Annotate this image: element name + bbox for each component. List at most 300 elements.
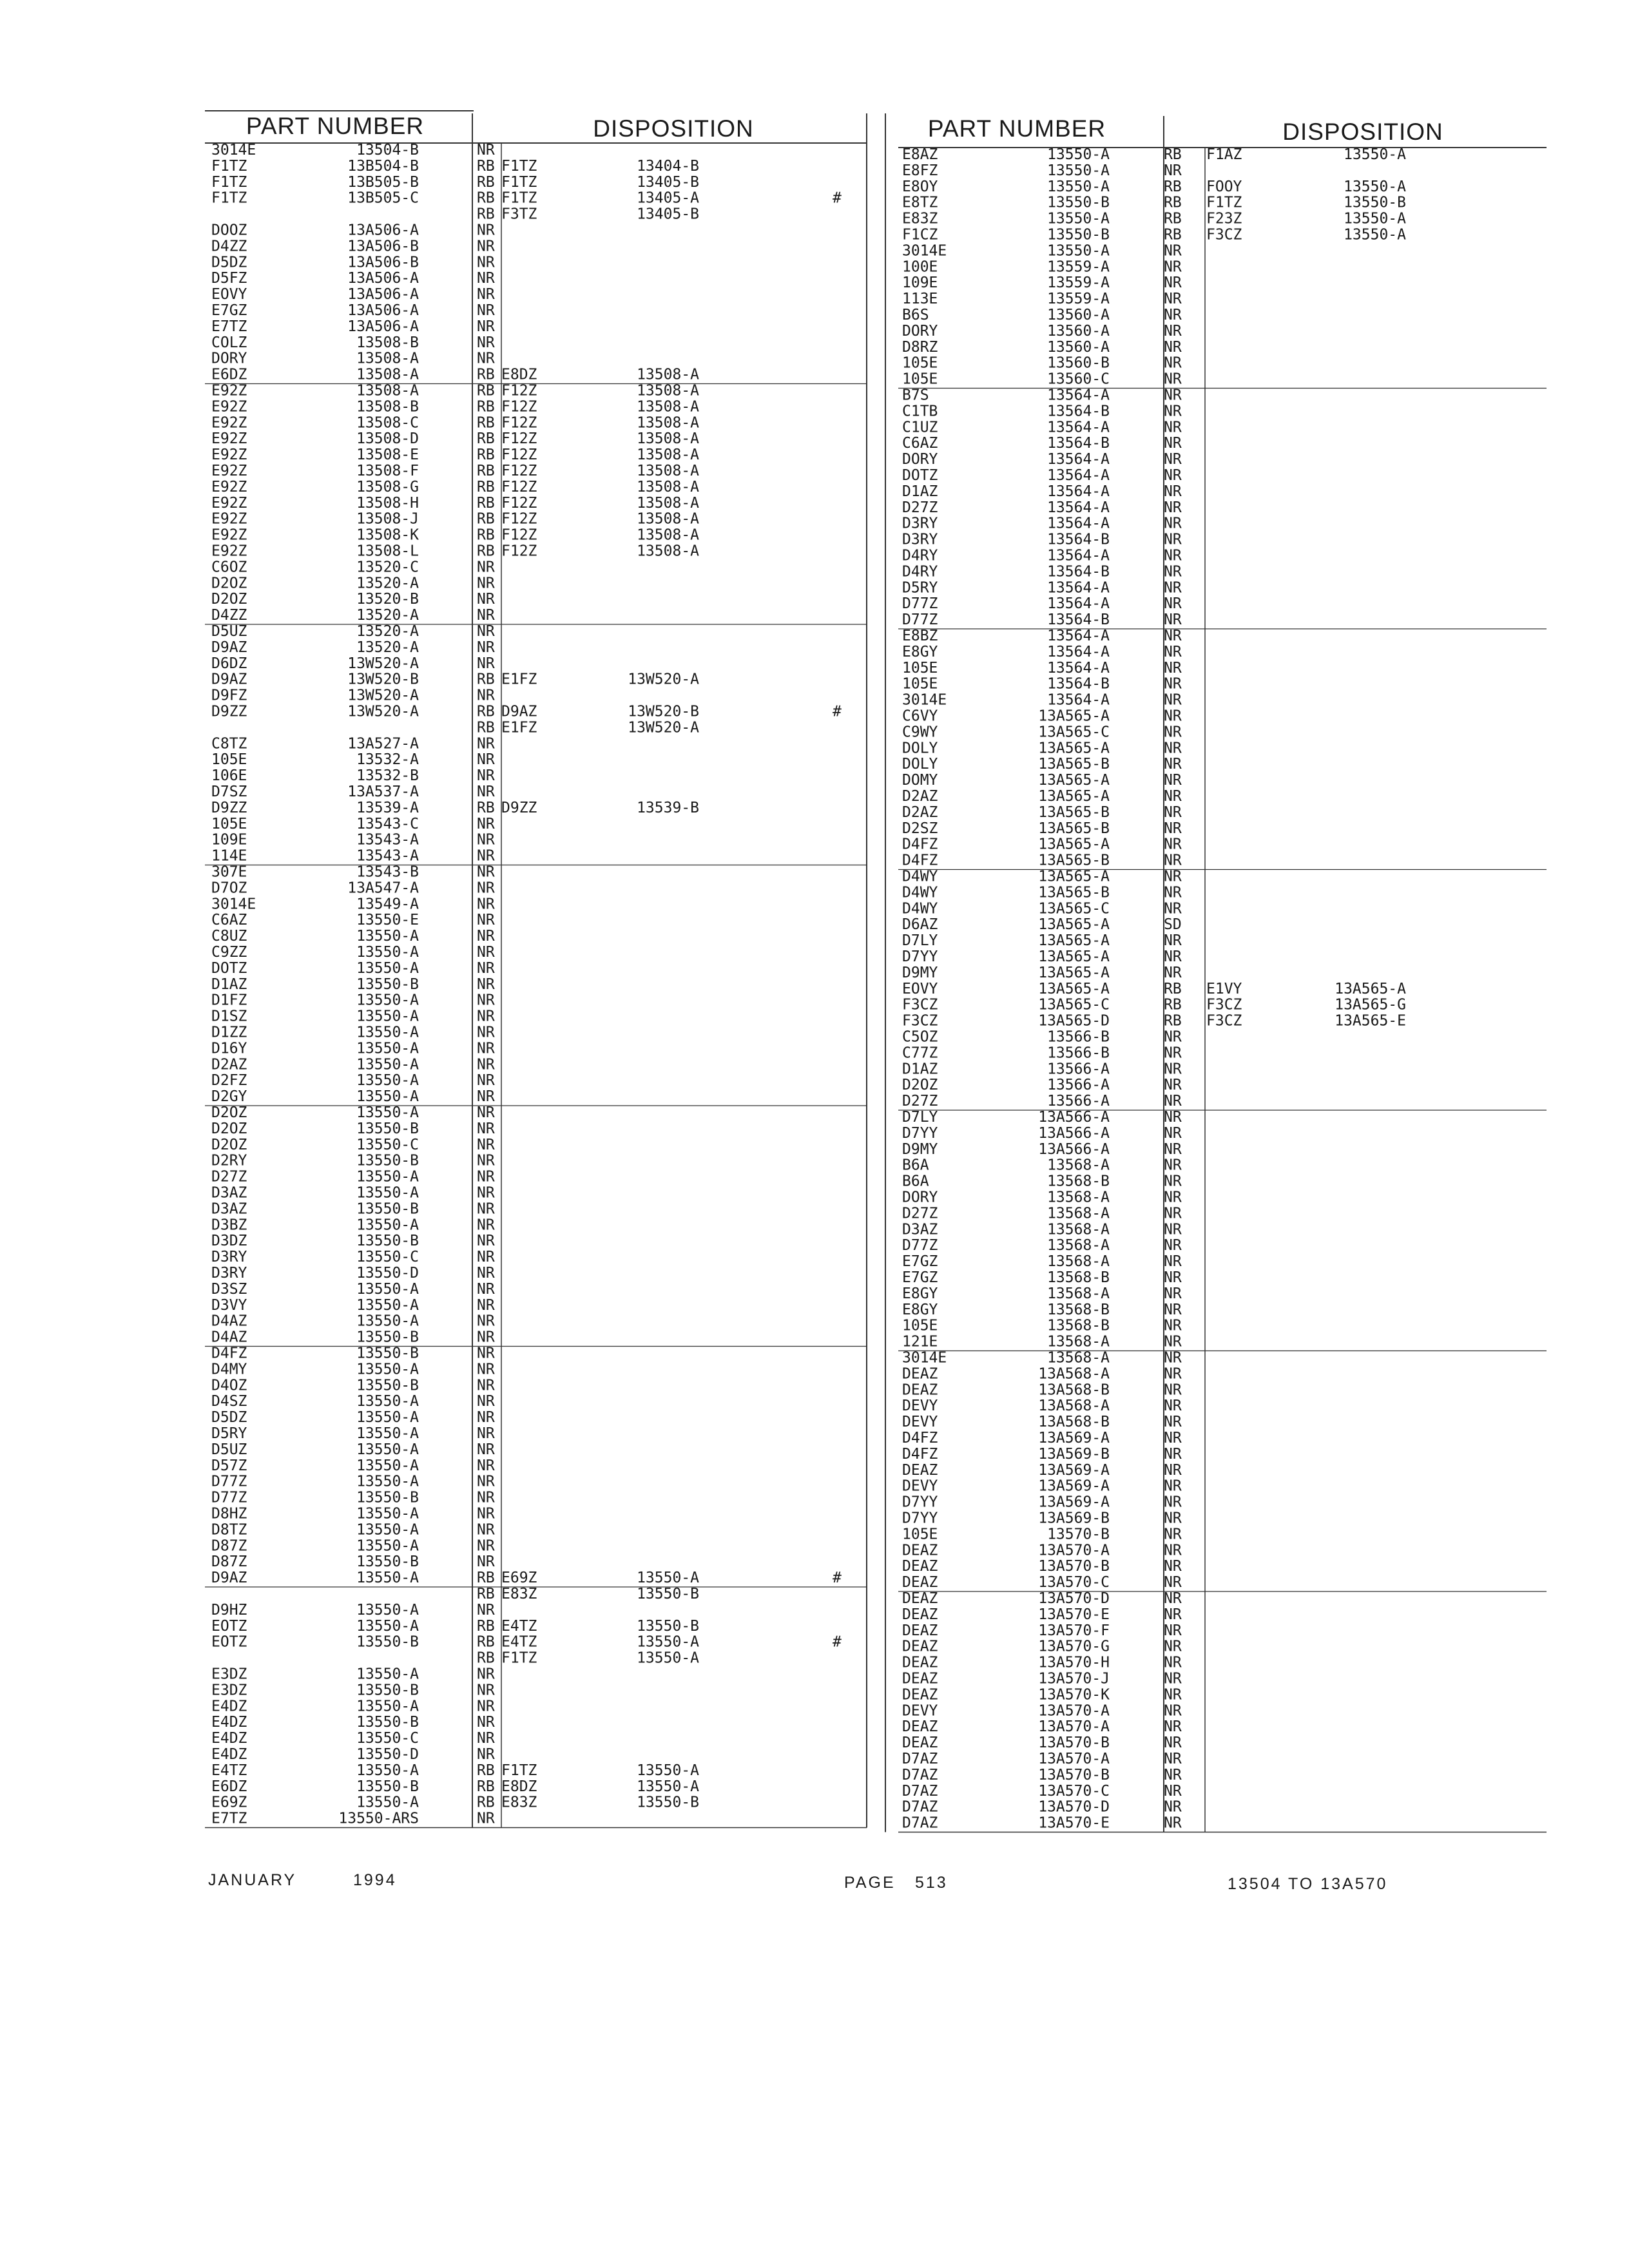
- table-row: [211, 1008, 495, 1025]
- table-row: [902, 916, 1182, 933]
- part-prefix: EOTZ: [211, 1633, 247, 1651]
- replacement-suffix: 13550-A: [1344, 226, 1406, 244]
- part-suffix: 13550-A: [356, 1393, 419, 1410]
- table-row: [902, 1574, 1182, 1591]
- part-prefix: DEAZ: [902, 1735, 938, 1752]
- disposition-code: NR: [477, 607, 495, 624]
- disposition-code: NR: [1164, 1494, 1182, 1511]
- part-prefix: DOTZ: [211, 959, 247, 977]
- part-suffix: 13508-K: [356, 526, 419, 544]
- part-suffix: 13A570-A: [1038, 1542, 1110, 1559]
- table-row: [902, 660, 1182, 677]
- part-prefix: 3014E: [902, 242, 947, 260]
- disposition-code: NR: [1164, 1590, 1182, 1607]
- table-row: [211, 190, 842, 207]
- part-suffix: 13A565-A: [1038, 916, 1110, 934]
- part-suffix: 13550-B: [1047, 194, 1110, 211]
- disposition-code: NR: [1164, 659, 1182, 677]
- disposition-code: RB: [1164, 178, 1182, 195]
- table-row: [211, 1249, 495, 1265]
- table-row: [211, 944, 495, 961]
- table-row: [902, 1815, 1182, 1832]
- part-suffix: 13550-A: [356, 1521, 419, 1539]
- table-row: [211, 334, 495, 351]
- table-row: [902, 1526, 1182, 1542]
- part-suffix: 13508-G: [356, 478, 419, 495]
- left-table-body: [211, 142, 842, 1827]
- part-prefix: DEAZ: [902, 1574, 938, 1591]
- part-suffix: 13A565-A: [1038, 788, 1110, 805]
- replacement-suffix: 13550-A: [637, 1570, 699, 1587]
- table-row: [902, 1125, 1182, 1142]
- part-prefix: E4DZ: [211, 1698, 247, 1715]
- replacement-prefix: F23Z: [1206, 210, 1242, 227]
- part-suffix: 13550-A: [356, 1409, 419, 1427]
- part-prefix: E83Z: [902, 210, 938, 227]
- disposition-code: NR: [477, 334, 495, 351]
- part-suffix: 13550-A: [356, 1617, 419, 1635]
- table-row: [211, 1056, 495, 1073]
- table-row: [211, 222, 495, 239]
- table-row: [211, 1120, 495, 1137]
- part-suffix: 13564-A: [1047, 595, 1110, 613]
- replacement-suffix: 13405-B: [637, 173, 699, 191]
- disposition-code: RB: [477, 1617, 495, 1635]
- replacement-suffix: 13539-B: [637, 799, 699, 816]
- disposition-code: RB: [477, 414, 495, 432]
- part-suffix: 13566-A: [1047, 1061, 1110, 1078]
- part-prefix: D77Z: [902, 611, 938, 629]
- part-prefix: E7GZ: [902, 1253, 938, 1271]
- part-prefix: D27Z: [902, 499, 938, 516]
- part-prefix: 105E: [902, 659, 938, 677]
- disposition-code: RB: [477, 189, 495, 207]
- disposition-code: NR: [1164, 162, 1182, 179]
- disposition-code: NR: [477, 1296, 495, 1314]
- part-prefix: D7LY: [902, 1109, 938, 1126]
- table-row: [211, 1200, 495, 1217]
- part-suffix: 13A565-B: [1038, 756, 1110, 773]
- table-row: [211, 575, 495, 591]
- part-prefix: D4OZ: [211, 1377, 247, 1394]
- disposition-code: NR: [1164, 1477, 1182, 1495]
- part-suffix: 13550-B: [356, 1489, 419, 1506]
- table-row: [211, 1216, 495, 1233]
- part-prefix: D2OZ: [211, 1136, 247, 1153]
- part-suffix: 13550-A: [1047, 178, 1110, 195]
- part-prefix: E4DZ: [211, 1730, 247, 1747]
- part-suffix: 13A565-A: [1038, 868, 1110, 885]
- part-prefix: D4FZ: [902, 1430, 938, 1446]
- part-suffix: 13568-A: [1047, 1333, 1110, 1350]
- replacement-prefix: F12Z: [501, 510, 537, 528]
- disposition-code: NR: [477, 1441, 495, 1458]
- part-prefix: D3DZ: [211, 1233, 247, 1250]
- replacement-suffix: 13508-A: [637, 543, 699, 560]
- table-row: [902, 548, 1182, 564]
- part-suffix: 13564-A: [1047, 628, 1110, 644]
- disposition-code: NR: [1164, 884, 1182, 901]
- disposition-code: NR: [477, 1553, 495, 1571]
- disposition-code: NR: [1164, 803, 1182, 821]
- table-row: [211, 1730, 495, 1747]
- table-row: [211, 495, 699, 512]
- disposition-code: NR: [1164, 370, 1182, 388]
- disposition-code: RB: [477, 1794, 495, 1811]
- part-prefix: D3SZ: [211, 1280, 247, 1298]
- table-row: [211, 704, 842, 720]
- table-row: [211, 270, 495, 287]
- table-row: [211, 1040, 495, 1057]
- disposition-code: NR: [1164, 643, 1182, 660]
- part-suffix: 13550-C: [356, 1136, 419, 1153]
- part-suffix: 13550-A: [356, 1457, 419, 1474]
- part-prefix: D7OZ: [211, 879, 247, 897]
- disposition-code: RB: [1164, 980, 1182, 997]
- table-row: [902, 371, 1182, 388]
- replacement-suffix: 13550-B: [1344, 194, 1406, 211]
- part-suffix: 13550-A: [356, 1537, 419, 1555]
- part-suffix: 13564-A: [1047, 659, 1110, 677]
- part-prefix: C8TZ: [211, 735, 247, 753]
- disposition-code: RB: [477, 543, 495, 560]
- part-prefix: D4FZ: [211, 1345, 247, 1362]
- replacement-suffix: 13550-A: [637, 1633, 699, 1651]
- left-disposition-header: DISPOSITION: [593, 115, 754, 142]
- part-suffix: 13A565-A: [1038, 932, 1110, 950]
- table-row: [902, 644, 1182, 660]
- disposition-code: NR: [477, 575, 495, 592]
- part-prefix: D7YY: [902, 1124, 938, 1142]
- part-prefix: D7AZ: [902, 1814, 938, 1832]
- part-suffix: 13550-A: [356, 1312, 419, 1330]
- disposition-code: NR: [1164, 724, 1182, 741]
- part-prefix: B6S: [902, 307, 929, 323]
- disposition-code: NR: [1164, 1381, 1182, 1399]
- table-row: [211, 1233, 495, 1249]
- part-suffix: 13A570-C: [1038, 1782, 1110, 1800]
- part-prefix: B6A: [902, 1173, 929, 1190]
- part-suffix: 13A565-A: [1038, 740, 1110, 757]
- disposition-code: NR: [1164, 611, 1182, 629]
- disposition-code: NR: [1164, 1718, 1182, 1736]
- table-row: [211, 543, 699, 560]
- table-row: [902, 339, 1182, 356]
- part-prefix: E8BZ: [902, 628, 938, 644]
- part-suffix: 13A527-A: [347, 735, 419, 753]
- part-suffix: 13568-B: [1047, 1301, 1110, 1318]
- table-row: [211, 1297, 495, 1314]
- part-suffix: 13A570-G: [1038, 1638, 1110, 1655]
- table-row: [211, 1185, 495, 1202]
- disposition-code: NR: [1164, 579, 1182, 597]
- part-suffix: 13543-A: [356, 831, 419, 849]
- part-prefix: D6AZ: [902, 916, 938, 934]
- replacement-suffix: 13508-A: [637, 382, 699, 399]
- part-prefix: D6DZ: [211, 655, 247, 672]
- disposition-code: NR: [1164, 1606, 1182, 1623]
- part-suffix: 13A569-A: [1038, 1477, 1110, 1495]
- disposition-code: NR: [1164, 932, 1182, 950]
- part-prefix: 106E: [211, 767, 247, 785]
- disposition-code: NR: [1164, 948, 1182, 965]
- footer-year: 1994: [353, 1871, 397, 1889]
- disposition-code: RB: [477, 157, 495, 175]
- replacement-prefix: F12Z: [501, 463, 537, 479]
- part-suffix: 13A569-A: [1038, 1494, 1110, 1511]
- part-prefix: DEAZ: [902, 1365, 938, 1383]
- disposition-code: NR: [1164, 1782, 1182, 1800]
- part-suffix: 13508-J: [356, 510, 419, 528]
- part-prefix: D9AZ: [211, 1570, 247, 1587]
- disposition-code: NR: [1164, 1317, 1182, 1334]
- part-prefix: DEAZ: [902, 1638, 938, 1655]
- part-suffix: 13550-E: [356, 912, 419, 929]
- part-prefix: 3014E: [211, 142, 256, 159]
- part-prefix: E92Z: [211, 494, 247, 512]
- part-prefix: E8GY: [902, 1301, 938, 1318]
- disposition-code: RB: [477, 510, 495, 528]
- disposition-code: NR: [1164, 1798, 1182, 1816]
- table-row: [902, 788, 1182, 805]
- replacement-suffix: 13550-A: [637, 1762, 699, 1779]
- part-prefix: 105E: [902, 1526, 938, 1543]
- disposition-code: NR: [1164, 1269, 1182, 1286]
- part-prefix: D1AZ: [902, 483, 938, 500]
- replacement-prefix: F1TZ: [501, 1649, 537, 1667]
- replacement-suffix: 13550-A: [1344, 146, 1406, 163]
- table-row: [902, 1799, 1182, 1816]
- disposition-code: NR: [477, 1810, 495, 1827]
- part-prefix: B7S: [902, 387, 929, 404]
- table-row: [211, 351, 495, 367]
- disposition-code: NR: [1164, 467, 1182, 484]
- part-prefix: C6VY: [902, 707, 938, 725]
- disposition-code: NR: [1164, 451, 1182, 468]
- part-suffix: 13A565-B: [1038, 820, 1110, 837]
- disposition-code: NR: [477, 863, 495, 881]
- table-row: [211, 671, 699, 688]
- part-prefix: DEVY: [902, 1398, 938, 1415]
- part-suffix: 13564-A: [1047, 467, 1110, 484]
- table-row: [902, 1718, 1182, 1735]
- table-row: [211, 302, 495, 319]
- part-prefix: DEAZ: [902, 1542, 938, 1559]
- replacement-prefix: F1TZ: [501, 173, 537, 191]
- replacement-prefix: E4TZ: [501, 1617, 537, 1635]
- part-prefix: D2OZ: [211, 1104, 247, 1121]
- table-row: [211, 1521, 495, 1538]
- part-suffix: 13A568-A: [1038, 1398, 1110, 1415]
- table-row: [902, 242, 1182, 259]
- table-row: [902, 1606, 1182, 1623]
- table-row: [902, 291, 1182, 307]
- disposition-code: RB: [477, 1570, 495, 1587]
- table-row: [902, 387, 1182, 404]
- disposition-code: RB: [477, 398, 495, 416]
- table-row: [902, 1767, 1182, 1783]
- part-suffix: 13568-B: [1047, 1173, 1110, 1190]
- part-prefix: DOLY: [902, 756, 938, 773]
- disposition-code: RB: [1164, 1012, 1182, 1030]
- table-row: [902, 852, 1182, 869]
- part-prefix: F3CZ: [902, 1012, 938, 1030]
- table-row: [902, 1686, 1182, 1703]
- table-row: [902, 1205, 1182, 1222]
- part-prefix: D9AZ: [211, 671, 247, 688]
- table-row: [211, 591, 495, 608]
- replacement-prefix: F12Z: [501, 447, 537, 464]
- table-row: [902, 740, 1182, 756]
- disposition-code: NR: [1164, 1638, 1182, 1655]
- part-prefix: D9HZ: [211, 1601, 247, 1619]
- part-prefix: DOOZ: [211, 222, 247, 239]
- disposition-code: NR: [477, 928, 495, 945]
- replacement-prefix: F12Z: [501, 526, 537, 544]
- table-row: [211, 800, 699, 816]
- disposition-code: NR: [1164, 852, 1182, 869]
- part-suffix: 13550-B: [356, 1682, 419, 1699]
- part-prefix: DEAZ: [902, 1686, 938, 1704]
- disposition-code: NR: [477, 1714, 495, 1731]
- replacement-suffix: 13A565-E: [1335, 1012, 1406, 1030]
- part-prefix: E92Z: [211, 543, 247, 560]
- part-prefix: D1ZZ: [211, 1024, 247, 1041]
- part-prefix: D7AZ: [902, 1782, 938, 1800]
- disposition-code: NR: [1164, 435, 1182, 452]
- disposition-code: NR: [1164, 707, 1182, 725]
- disposition-code: NR: [477, 975, 495, 993]
- table-row: [211, 1153, 495, 1169]
- table-row: [211, 286, 495, 303]
- part-suffix: 13A566-A: [1038, 1140, 1110, 1158]
- replacement-prefix: D9AZ: [501, 703, 537, 720]
- part-suffix: 13560-A: [1047, 307, 1110, 323]
- table-row: [902, 1029, 1182, 1046]
- disposition-code: NR: [1164, 1028, 1182, 1046]
- disposition-code: NR: [1164, 964, 1182, 981]
- disposition-code: NR: [1164, 1445, 1182, 1463]
- disposition-code: NR: [1164, 547, 1182, 564]
- part-suffix: 13A570-J: [1038, 1670, 1110, 1687]
- disposition-code: RB: [477, 1586, 495, 1602]
- disposition-code: NR: [477, 318, 495, 335]
- table-row: [902, 595, 1182, 612]
- replacement-prefix: F12Z: [501, 382, 537, 399]
- part-suffix: 13550-A: [1047, 162, 1110, 179]
- table-row: [902, 948, 1182, 965]
- disposition-code: NR: [1164, 483, 1182, 500]
- table-row: [211, 655, 495, 672]
- disposition-code: NR: [477, 751, 495, 769]
- disposition-code: NR: [477, 1216, 495, 1234]
- table-row: [211, 1570, 842, 1586]
- disposition-code: NR: [1164, 1044, 1182, 1062]
- part-prefix: C9WY: [902, 724, 938, 741]
- table-row: [477, 719, 699, 736]
- table-row: [902, 884, 1182, 901]
- table-row: [211, 1441, 495, 1458]
- disposition-code: NR: [1164, 1365, 1182, 1383]
- table-row: [902, 579, 1182, 596]
- part-suffix: 13W520-A: [347, 655, 419, 672]
- table-row: [902, 628, 1182, 644]
- part-suffix: 13568-A: [1047, 1157, 1110, 1174]
- table-row: [902, 756, 1182, 773]
- table-row: [211, 430, 699, 447]
- part-suffix: 13550-A: [356, 1104, 419, 1121]
- part-suffix: 13A570-B: [1038, 1558, 1110, 1575]
- part-suffix: 13A570-E: [1038, 1606, 1110, 1623]
- disposition-code: NR: [1164, 1622, 1182, 1639]
- table-row: [902, 1093, 1182, 1110]
- table-row: [902, 1542, 1182, 1559]
- part-suffix: 13W520-B: [347, 671, 419, 688]
- table-row: [211, 1457, 495, 1474]
- table-row: [902, 1655, 1182, 1671]
- part-prefix: C9ZZ: [211, 944, 247, 961]
- part-suffix: 13564-A: [1047, 643, 1110, 660]
- table-row: [902, 1414, 1182, 1430]
- table-row: [902, 451, 1182, 468]
- part-prefix: DOLY: [902, 740, 938, 757]
- table-row: [211, 1104, 495, 1121]
- part-prefix: E8GY: [902, 643, 938, 660]
- part-suffix: 13A570-E: [1038, 1814, 1110, 1832]
- disposition-code: NR: [1164, 307, 1182, 323]
- part-suffix: 13550-B: [356, 1233, 419, 1250]
- part-prefix: D8HZ: [211, 1505, 247, 1523]
- table-row: [211, 559, 495, 575]
- part-suffix: 13508-C: [356, 414, 419, 432]
- replacement-prefix: F1TZ: [1206, 194, 1242, 211]
- part-suffix: 13A565-B: [1038, 884, 1110, 901]
- left-table-header: [246, 113, 754, 142]
- part-suffix: 13A569-B: [1038, 1445, 1110, 1463]
- right-disposition-header: DISPOSITION: [1282, 119, 1443, 145]
- table-row: [902, 258, 1182, 275]
- part-prefix: E92Z: [211, 414, 247, 432]
- disposition-code: NR: [477, 1730, 495, 1747]
- part-suffix: 13568-B: [1047, 1317, 1110, 1334]
- part-suffix: 13550-A: [1047, 210, 1110, 227]
- part-prefix: COLZ: [211, 334, 247, 351]
- part-prefix: D4FZ: [902, 836, 938, 853]
- right-part-number-header: PART NUMBER: [927, 115, 1106, 142]
- table-row: [902, 869, 1182, 885]
- table-row: [902, 1253, 1182, 1270]
- replacement-suffix: 13A565-G: [1335, 996, 1406, 1014]
- part-prefix: D7YY: [902, 1510, 938, 1527]
- disposition-code: NR: [1164, 1349, 1182, 1367]
- part-prefix: E7TZ: [211, 1810, 247, 1827]
- disposition-code: NR: [1164, 1735, 1182, 1752]
- part-prefix: 3014E: [902, 1349, 947, 1367]
- disposition-code: RB: [477, 430, 495, 448]
- part-prefix: F3CZ: [902, 996, 938, 1014]
- table-row: [902, 1302, 1182, 1318]
- part-suffix: 13B505-C: [347, 189, 419, 207]
- table-row: [902, 1141, 1182, 1158]
- table-row: [211, 1474, 495, 1490]
- disposition-code: NR: [1164, 595, 1182, 613]
- table-row: [211, 960, 495, 977]
- disposition-code: RB: [477, 206, 495, 223]
- replacement-suffix: 13550-A: [637, 1778, 699, 1795]
- disposition-code: NR: [477, 1168, 495, 1186]
- table-row: [902, 1639, 1182, 1655]
- part-prefix: F1CZ: [902, 226, 938, 244]
